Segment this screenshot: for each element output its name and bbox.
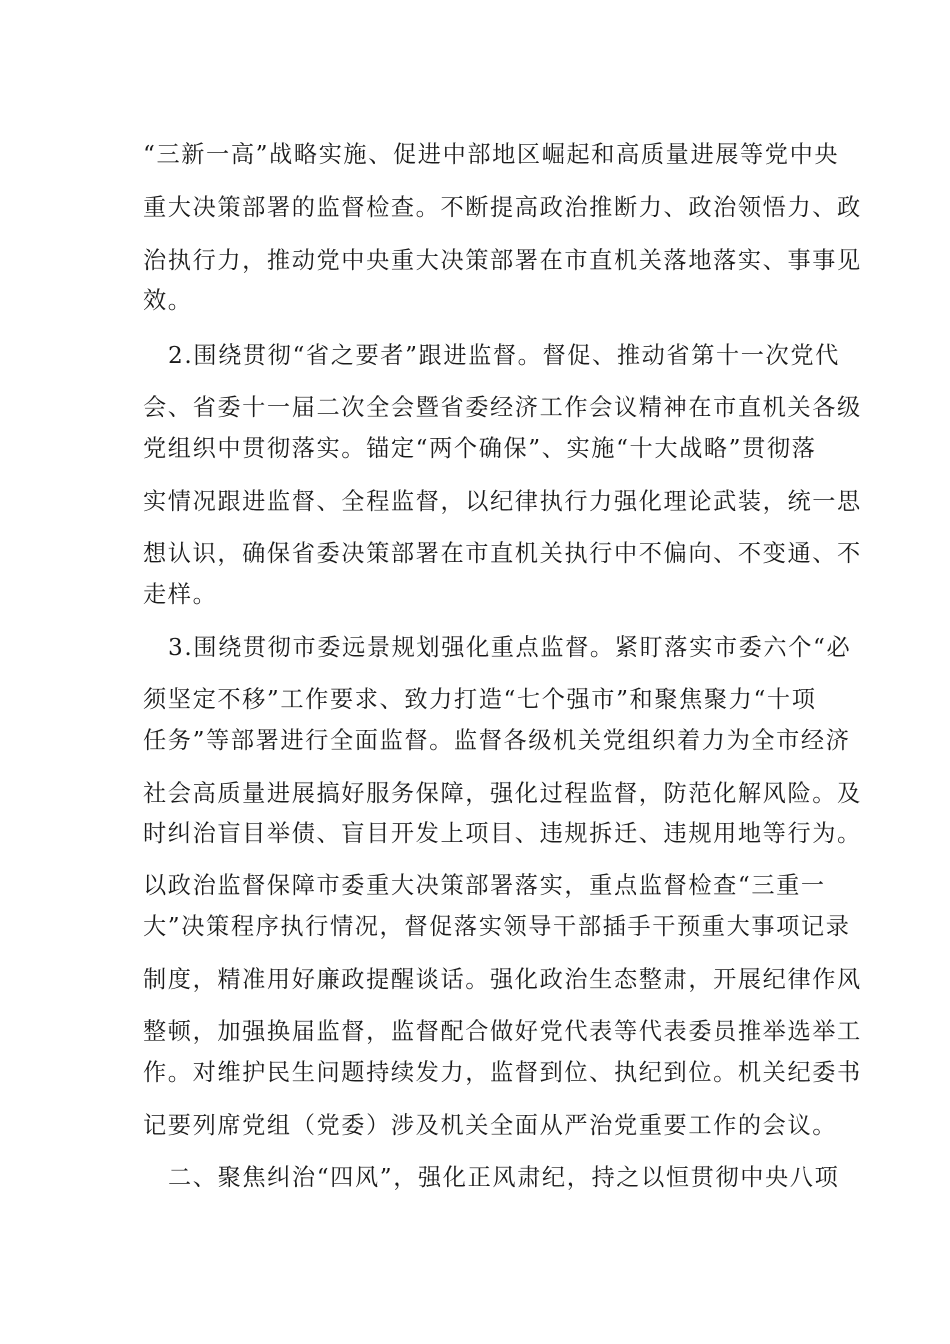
text-line: 社会高质量进展搞好服务保障，强化过程监督，防范化解风险。及: [143, 780, 862, 807]
text-line: 走样。: [143, 581, 218, 608]
text-line: 想认识，确保省委决策部署在市直机关执行中不偏向、不变通、不: [143, 540, 862, 567]
text-line: 任务”等部署进行全面监督。监督各级机关党组织着力为全市经济: [143, 727, 851, 754]
text-line: 作。对维护民生问题持续发力，监督到位、执纪到位。机关纪委书: [143, 1059, 862, 1086]
text-line: 效。: [143, 287, 193, 314]
text-line: 时纠治盲目举债、盲目开发上项目、违规拆迁、违规用地等行为。: [143, 820, 862, 847]
text-line: 治执行力，推动党中央重大决策部署在市直机关落地落实、事事见: [143, 247, 862, 274]
text-line: 须坚定不移”工作要求、致力打造“七个强市”和聚焦聚力“十项: [143, 686, 817, 713]
text-line: 制度，精准用好廉政提醒谈话。强化政治生态整肃，开展纪律作风: [143, 966, 862, 993]
text-line: 记要列席党组（党委）涉及机关全面从严治党重要工作的会议。: [143, 1112, 838, 1139]
text-line: “三新一高”战略实施、促进中部地区崛起和高质量进展等党中央: [143, 141, 840, 168]
text-line: 会、省委十一届二次全会暨省委经济工作会议精神在市直机关各级: [143, 394, 862, 421]
text-line: 整顿，加强换届监督，监督配合做好党代表等代表委员推举选举工: [143, 1018, 862, 1045]
text-line: 以政治监督保障市委重大决策部署落实，重点监督检查“三重一: [143, 872, 826, 899]
text-line: 大”决策程序执行情况，督促落实领导干部插手干预重大事项记录: [143, 913, 851, 940]
text-line: 二、聚焦纠治“四风”，强化正风肃纪，持之以恒贯彻中央八项: [168, 1164, 840, 1191]
text-line: 重大决策部署的监督检查。不断提高政治推断力、政治领悟力、政: [143, 194, 862, 221]
text-line: 2.围绕贯彻“省之要者”跟进监督。督促、推动省第十一次党代: [168, 342, 840, 369]
text-line: 3.围绕贯彻市委远景规划强化重点监督。紧盯落实市委六个“必: [168, 634, 852, 661]
text-line: 实情况跟进监督、全程监督，以纪律执行力强化理论武装，统一思: [143, 488, 862, 515]
text-line: 党组织中贯彻落实。锚定“两个确保”、实施“十大战略”贯彻落: [143, 435, 817, 462]
